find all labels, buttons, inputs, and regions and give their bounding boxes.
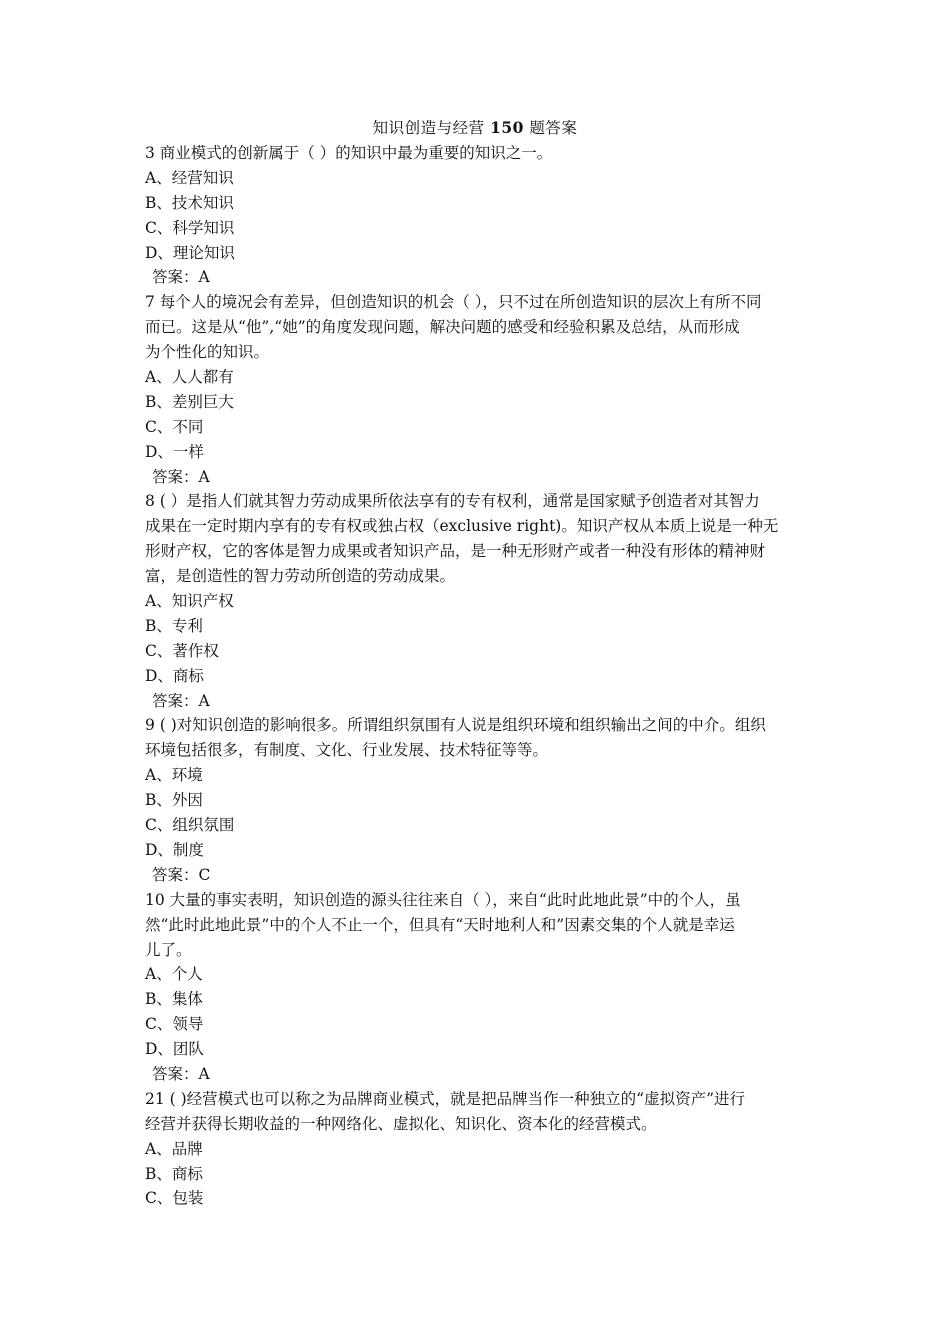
question-line: 而已。这是从“他”,“她”的角度发现问题，解决问题的感受和经验积累及总结，从而形成 (145, 318, 740, 337)
question-line: 然“此时此地此景”中的个人不止一个，但具有“天时地利人和”因素交集的个人就是幸运 (145, 915, 735, 934)
question-line: 8 ( ）是指人们就其智力劳动成果所依法享有的专有权利，通常是国家赋予创造者对其智力 (145, 492, 760, 511)
option-line: C、科学知识 (145, 218, 235, 237)
option-line: A、品牌 (145, 1139, 203, 1158)
question-line: 为个性化的知识。 (145, 343, 270, 362)
option-line: C、包装 (145, 1189, 204, 1208)
question-line: 经营并获得长期收益的一种网络化、虚拟化、知识化、资本化的经营模式。 (145, 1114, 657, 1133)
question-line: 9 ( )对知识创造的影响很多。所谓组织氛围有人说是组织环境和组织输出之间的中介。组织 (145, 716, 766, 735)
option-line: B、外因 (145, 791, 203, 810)
option-line: A、个人 (145, 965, 203, 984)
option-line: B、商标 (145, 1164, 203, 1183)
question-list (145, 141, 810, 1211)
question-line: 环境包括很多，有制度、文化、行业发展、技术特征等等。 (145, 741, 549, 760)
title-number: 150 (490, 118, 524, 137)
title-suffix: 题答案 (523, 119, 578, 137)
option-line: A、知识产权 (145, 592, 234, 611)
question-line: 富，是创造性的智力劳动所创造的劳动成果。 (145, 567, 456, 586)
title-prefix: 知识创造与经营 (372, 119, 491, 137)
question-line: 形财产权，它的客体是智力成果或者知识产品，是一种无形财产或者一种没有形体的精神财 (145, 542, 766, 561)
option-line: D、一样 (145, 442, 204, 461)
question-line: 7 每个人的境况会有差异，但创造知识的机会（ ），只不过在所创造知识的层次上有所不同 (145, 293, 762, 312)
question-line: 3 商业模式的创新属于（ ）的知识中最为重要的知识之一。 (145, 144, 553, 162)
option-line: A、环境 (145, 766, 203, 785)
answer-line: 答案：A (152, 467, 210, 486)
option-line: C、领导 (145, 1015, 204, 1034)
option-line: B、技术知识 (145, 193, 234, 212)
answer-line: 答案：A (152, 1064, 210, 1083)
answer-line: 答案：C (152, 865, 211, 884)
answer-line: 答案：A (152, 268, 210, 287)
document-title (0, 117, 950, 139)
option-line: D、商标 (145, 666, 204, 685)
option-line: B、差别巨大 (145, 392, 234, 411)
option-line: B、专利 (145, 616, 203, 635)
question-line: 成果在一定时期内享有的专有权或独占权（exclusive right)。知识产权从本质上说是一种无 (145, 517, 779, 536)
option-line: D、团队 (145, 1040, 204, 1059)
option-line: C、著作权 (145, 641, 219, 660)
question-line: 21 ( )经营模式也可以称之为品牌商业模式，就是把品牌当作一种独立的“虚拟资产”进行 (145, 1089, 746, 1108)
option-line: C、不同 (145, 417, 204, 436)
question-line: 10 大量的事实表明，知识创造的源头往往来自（ ），来自“此时此地此景”中的个人，虽 (145, 890, 741, 909)
answer-line: 答案：A (152, 691, 210, 710)
option-line: D、理论知识 (145, 243, 235, 262)
option-line: A、经营知识 (145, 168, 234, 187)
option-line: C、组织氛围 (145, 816, 235, 835)
option-line: A、人人都有 (145, 368, 234, 387)
option-line: D、制度 (145, 840, 204, 859)
option-line: B、集体 (145, 990, 203, 1009)
question-line: 儿了。 (145, 940, 192, 959)
